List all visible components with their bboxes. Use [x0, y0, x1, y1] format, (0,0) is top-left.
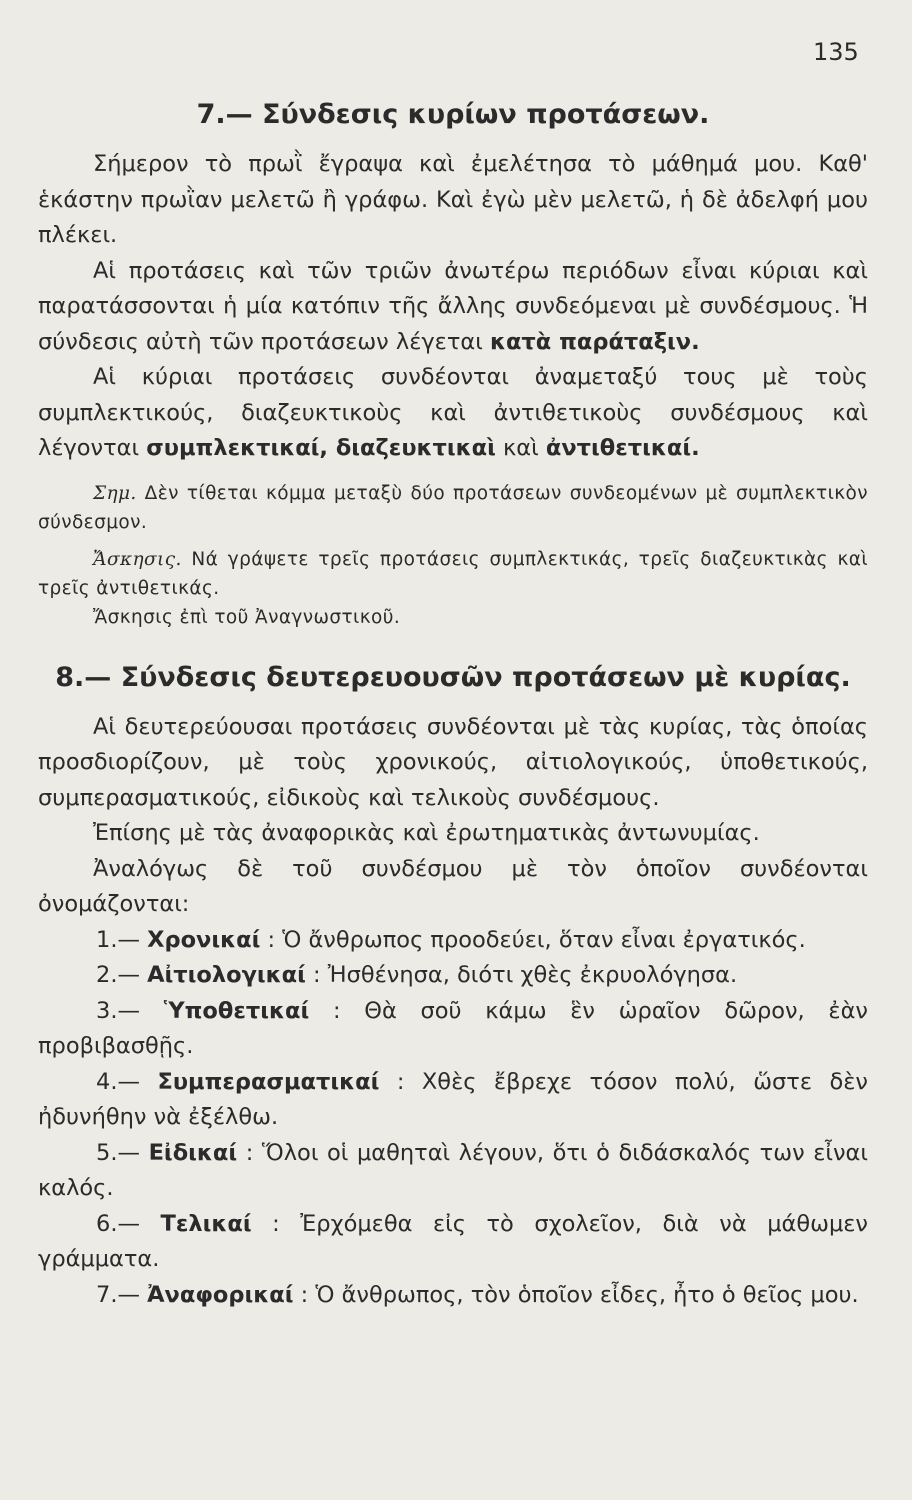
conjunction: καὶ: [495, 435, 546, 461]
item-example: Ὁ ἄνθρωπος προοδεύει, ὅταν εἶναι ἐργατικός.: [282, 926, 806, 953]
list-item: [38, 994, 868, 1065]
item-number: 4.—: [96, 1068, 158, 1095]
item-separator: :: [237, 1139, 262, 1166]
item-example: Ἠσθένησα, διότι χθὲς ἐκρυολόγησα.: [327, 962, 738, 988]
term-antithetikai: ἀντιθετικαί.: [545, 435, 700, 461]
item-label: Αἰτιολογικαί: [147, 962, 306, 988]
item-label: Ἀναφορικαί: [147, 1281, 294, 1308]
exercise-text: Νά γράψετε τρεῖς προτάσεις συμπλεκτικάς, τρεῖς διαζευκτικὰς καὶ τρεῖς ἀντιθετικάς.: [38, 548, 868, 599]
section-7-paragraph-2: [38, 254, 868, 361]
list-item: [38, 1136, 868, 1207]
list-item: [38, 1207, 868, 1278]
item-separator: :: [260, 926, 283, 953]
section-8-paragraph-1: Αἱ δευτερεύουσαι προτάσεις συνδέονται μὲ τὰς κυρίας, τὰς ὁποίας προσδιορίζουν, μὲ τοὺς χρονικούς, αἰτιολογικούς, ὑποθετικούς, συμπερασματικούς, εἰδικοὺς καὶ τελικοὺς συνδέσμους.: [38, 713, 868, 811]
item-separator: :: [293, 1281, 316, 1308]
item-number: 3.—: [96, 997, 164, 1024]
item-example: Ἐρχόμεθα εἰς τὸ σχολεῖον, διὰ νὰ μάθωμεν γράμματα.: [38, 1210, 868, 1272]
term-symplektikai-diazeuktikai: συμπλεκτικαί, διαζευκτικαὶ: [146, 435, 496, 461]
note-text: Δὲν τίθεται κόμμα μεταξὺ δύο προτάσεων συνδεομένων μὲ συμπλεκτικὸν σύνδεσμον.: [38, 482, 868, 533]
note-label: Σημ.: [93, 482, 137, 504]
item-separator: :: [305, 962, 328, 988]
item-label: Χρονικαί: [147, 926, 261, 953]
item-number: 2.—: [96, 962, 148, 988]
list-item: [38, 923, 868, 959]
item-separator: :: [251, 1210, 301, 1237]
section-7-title: 7.— Σύνδεσις κυρίων προτάσεων.: [196, 99, 710, 130]
item-example: Ὁ ἄνθρωπος, τὸν ὁποῖον εἶδες, ἦτο ὁ θεῖος μου.: [315, 1281, 859, 1308]
item-example: Χθὲς ἔβρεχε τόσον πολύ, ὥστε δὲν ἠδυνήθην νὰ ἐξέλθω.: [38, 1068, 868, 1130]
clause-type-list: [38, 923, 868, 1314]
item-number: 1.—: [96, 926, 148, 953]
item-number: 5.—: [96, 1139, 149, 1166]
page-content: [38, 95, 868, 1313]
item-number: 7.—: [96, 1281, 148, 1308]
item-separator: :: [379, 1068, 422, 1095]
exercise: [38, 545, 868, 603]
list-item: [38, 1065, 868, 1136]
section-8-paragraph-2: Ἐπίσης μὲ τὰς ἀναφορικὰς καὶ ἐρωτηματικὰς ἀντωνυμίας.: [93, 820, 760, 846]
page-number: 135: [813, 38, 859, 66]
paragraph-text: Αἱ κύριαι προτάσεις συνδέονται ἀναμεταξύ τους μὲ τοὺς συμπλεκτικούς, διαζευκτικοὺς καὶ ἀντιθετικοὺς συνδέσμους καὶ λέγονται: [38, 364, 868, 461]
exercise-label: Ἄσκησις.: [93, 548, 182, 570]
paragraph-text: Αἱ προτάσεις καὶ τῶν τριῶν ἀνωτέρω περιόδων εἶναι κύριαι καὶ παρατάσσονται ἡ μία κατόπιν τῆς ἄλλης συνδεόμεναι μὲ συνδέσμους. Ἡ σύνδεσις αὐτὴ τῶν προτάσεων λέγεται: [38, 257, 868, 355]
section-7-paragraph-3: [38, 360, 868, 467]
item-label: Συμπερασματικαί: [157, 1068, 380, 1095]
list-item: [38, 1278, 868, 1314]
item-example: Ὅλοι οἱ μαθηταὶ λέγουν, ὅτι ὁ διδάσκαλός των εἶναι καλός.: [38, 1139, 869, 1201]
section-8-paragraph-3: Ἀναλόγως δὲ τοῦ συνδέσμου μὲ τὸν ὁποῖον συνδέονται ὀνομάζονται:: [38, 855, 868, 917]
item-label: Ὑποθετικαί: [163, 997, 310, 1024]
exercise-reference: Ἄσκησις ἐπὶ τοῦ Ἀναγνωστικοῦ.: [93, 606, 401, 628]
section-8-title: 8.— Σύνδεσις δευτερευουσῶν προτάσεων μὲ κυρίας.: [55, 661, 851, 693]
note: [38, 479, 868, 537]
item-label: Εἰδικαί: [148, 1139, 238, 1166]
item-number: 6.—: [96, 1210, 161, 1237]
item-example: Θὰ σοῦ κάμω ἓν ὡραῖον δῶρον, ἐὰν προβιβασθῇς.: [38, 997, 868, 1059]
list-item: [38, 958, 868, 994]
item-separator: :: [309, 997, 365, 1024]
term-kata-parataxin: κατὰ παράταξιν.: [489, 328, 700, 355]
item-label: Τελικαί: [160, 1210, 252, 1237]
section-7-paragraph-1: Σήμερον τὸ πρωῒ ἔγραψα καὶ ἐμελέτησα τὸ μάθημά μου. Καθ' ἑκάστην πρωῒαν μελετῶ ἢ γράφω. Καὶ ἐγὼ μὲν μελετῶ, ἡ δὲ ἀδελφή μου πλέκει.: [38, 151, 868, 248]
